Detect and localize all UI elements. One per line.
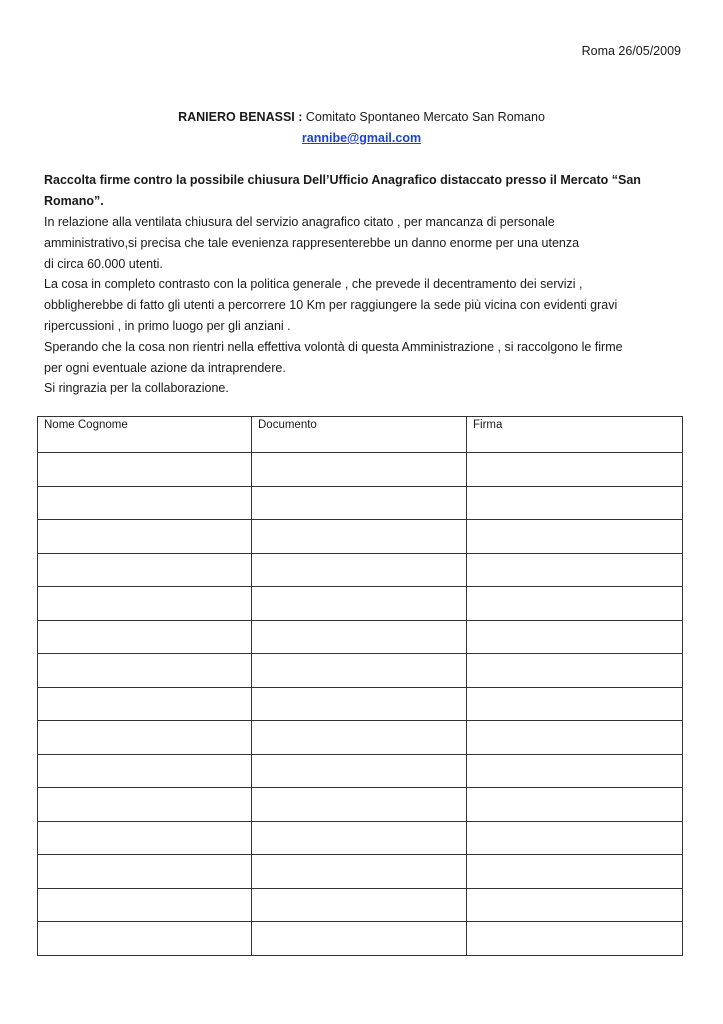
document-cell[interactable] xyxy=(252,788,467,822)
table-row xyxy=(38,788,683,822)
sender-email-link[interactable]: rannibe@gmail.com xyxy=(301,131,422,145)
body-line: amministrativo,si precisa che tale evenienza rappresenterebbe un danno enorme per una utenza xyxy=(44,235,580,250)
body-line: ripercussioni , in primo luogo per gli anziani . xyxy=(44,318,291,333)
name-cell[interactable] xyxy=(38,754,252,788)
name-cell[interactable] xyxy=(38,855,252,889)
subject-line: Raccolta firme contro la possibile chiusura Dell’Ufficio Anagrafico distaccato presso il Mercato “San xyxy=(44,173,641,187)
table-row xyxy=(38,654,683,688)
signature-table xyxy=(37,416,683,956)
signature-cell[interactable] xyxy=(467,486,683,520)
signature-cell[interactable] xyxy=(467,654,683,688)
signature-cell[interactable] xyxy=(467,520,683,554)
document-date: Roma 26/05/2009 xyxy=(581,44,681,58)
signature-cell[interactable] xyxy=(467,687,683,721)
table-row xyxy=(38,520,683,554)
name-cell[interactable] xyxy=(38,922,252,956)
document-cell[interactable] xyxy=(252,654,467,688)
document-cell[interactable] xyxy=(252,888,467,922)
body-line: per ogni eventuale azione da intraprendere. xyxy=(44,360,286,375)
document-cell[interactable] xyxy=(252,821,467,855)
table-row xyxy=(38,687,683,721)
sender-organization: Comitato Spontaneo Mercato San Romano xyxy=(305,110,545,124)
name-cell[interactable] xyxy=(38,620,252,654)
signature-cell[interactable] xyxy=(467,620,683,654)
name-cell[interactable] xyxy=(38,788,252,822)
name-cell[interactable] xyxy=(38,553,252,587)
name-cell[interactable] xyxy=(38,654,252,688)
document-cell[interactable] xyxy=(252,486,467,520)
table-row xyxy=(38,888,683,922)
name-cell[interactable] xyxy=(38,520,252,554)
table-row xyxy=(38,620,683,654)
signature-cell[interactable] xyxy=(467,754,683,788)
document-cell[interactable] xyxy=(252,754,467,788)
table-row xyxy=(38,486,683,520)
sender-name: RANIERO BENASSI : xyxy=(178,110,303,124)
signature-cell[interactable] xyxy=(467,553,683,587)
column-header-document: Documento xyxy=(252,417,467,453)
body-line: Sperando che la cosa non rientri nella effettiva volontà di questa Amministrazione , si raccolgono le firme xyxy=(44,339,623,354)
body-line: Si ringrazia per la collaborazione. xyxy=(44,381,229,396)
signature-cell[interactable] xyxy=(467,922,683,956)
name-cell[interactable] xyxy=(38,453,252,487)
document-cell[interactable] xyxy=(252,721,467,755)
document-cell[interactable] xyxy=(252,453,467,487)
sender-line xyxy=(0,110,723,124)
table-row xyxy=(38,922,683,956)
table-row xyxy=(38,553,683,587)
signature-cell[interactable] xyxy=(467,821,683,855)
signature-cell[interactable] xyxy=(467,855,683,889)
body-line: obbligherebbe di fatto gli utenti a percorrere 10 Km per raggiungere la sede più vicina con evidenti gravi xyxy=(44,298,618,313)
body-line: In relazione alla ventilata chiusura del servizio anagrafico citato , per mancanza di personale xyxy=(44,215,555,229)
name-cell[interactable] xyxy=(38,486,252,520)
body-paragraph xyxy=(44,212,694,399)
signature-cell[interactable] xyxy=(467,888,683,922)
name-cell[interactable] xyxy=(38,888,252,922)
document-cell[interactable] xyxy=(252,922,467,956)
name-cell[interactable] xyxy=(38,587,252,621)
column-header-signature: Firma xyxy=(467,417,683,453)
name-cell[interactable] xyxy=(38,721,252,755)
signature-cell[interactable] xyxy=(467,721,683,755)
document-cell[interactable] xyxy=(252,855,467,889)
subject-heading xyxy=(44,170,684,212)
document-cell[interactable] xyxy=(252,620,467,654)
table-row xyxy=(38,587,683,621)
subject-line: Romano”. xyxy=(44,194,104,208)
body-line: La cosa in completo contrasto con la politica generale , che prevede il decentramento dei servizi , xyxy=(44,277,583,292)
table-row xyxy=(38,453,683,487)
sender-email-line xyxy=(0,131,723,145)
document-cell[interactable] xyxy=(252,587,467,621)
document-cell[interactable] xyxy=(252,687,467,721)
signature-cell[interactable] xyxy=(467,453,683,487)
table-row xyxy=(38,855,683,889)
table-row xyxy=(38,754,683,788)
table-header-row xyxy=(38,417,683,453)
name-cell[interactable] xyxy=(38,687,252,721)
body-line: di circa 60.000 utenti. xyxy=(44,256,163,271)
document-cell[interactable] xyxy=(252,520,467,554)
column-header-name: Nome Cognome xyxy=(38,417,252,453)
name-cell[interactable] xyxy=(38,821,252,855)
signature-cell[interactable] xyxy=(467,788,683,822)
table-row xyxy=(38,721,683,755)
signature-cell[interactable] xyxy=(467,587,683,621)
document-cell[interactable] xyxy=(252,553,467,587)
table-row xyxy=(38,821,683,855)
